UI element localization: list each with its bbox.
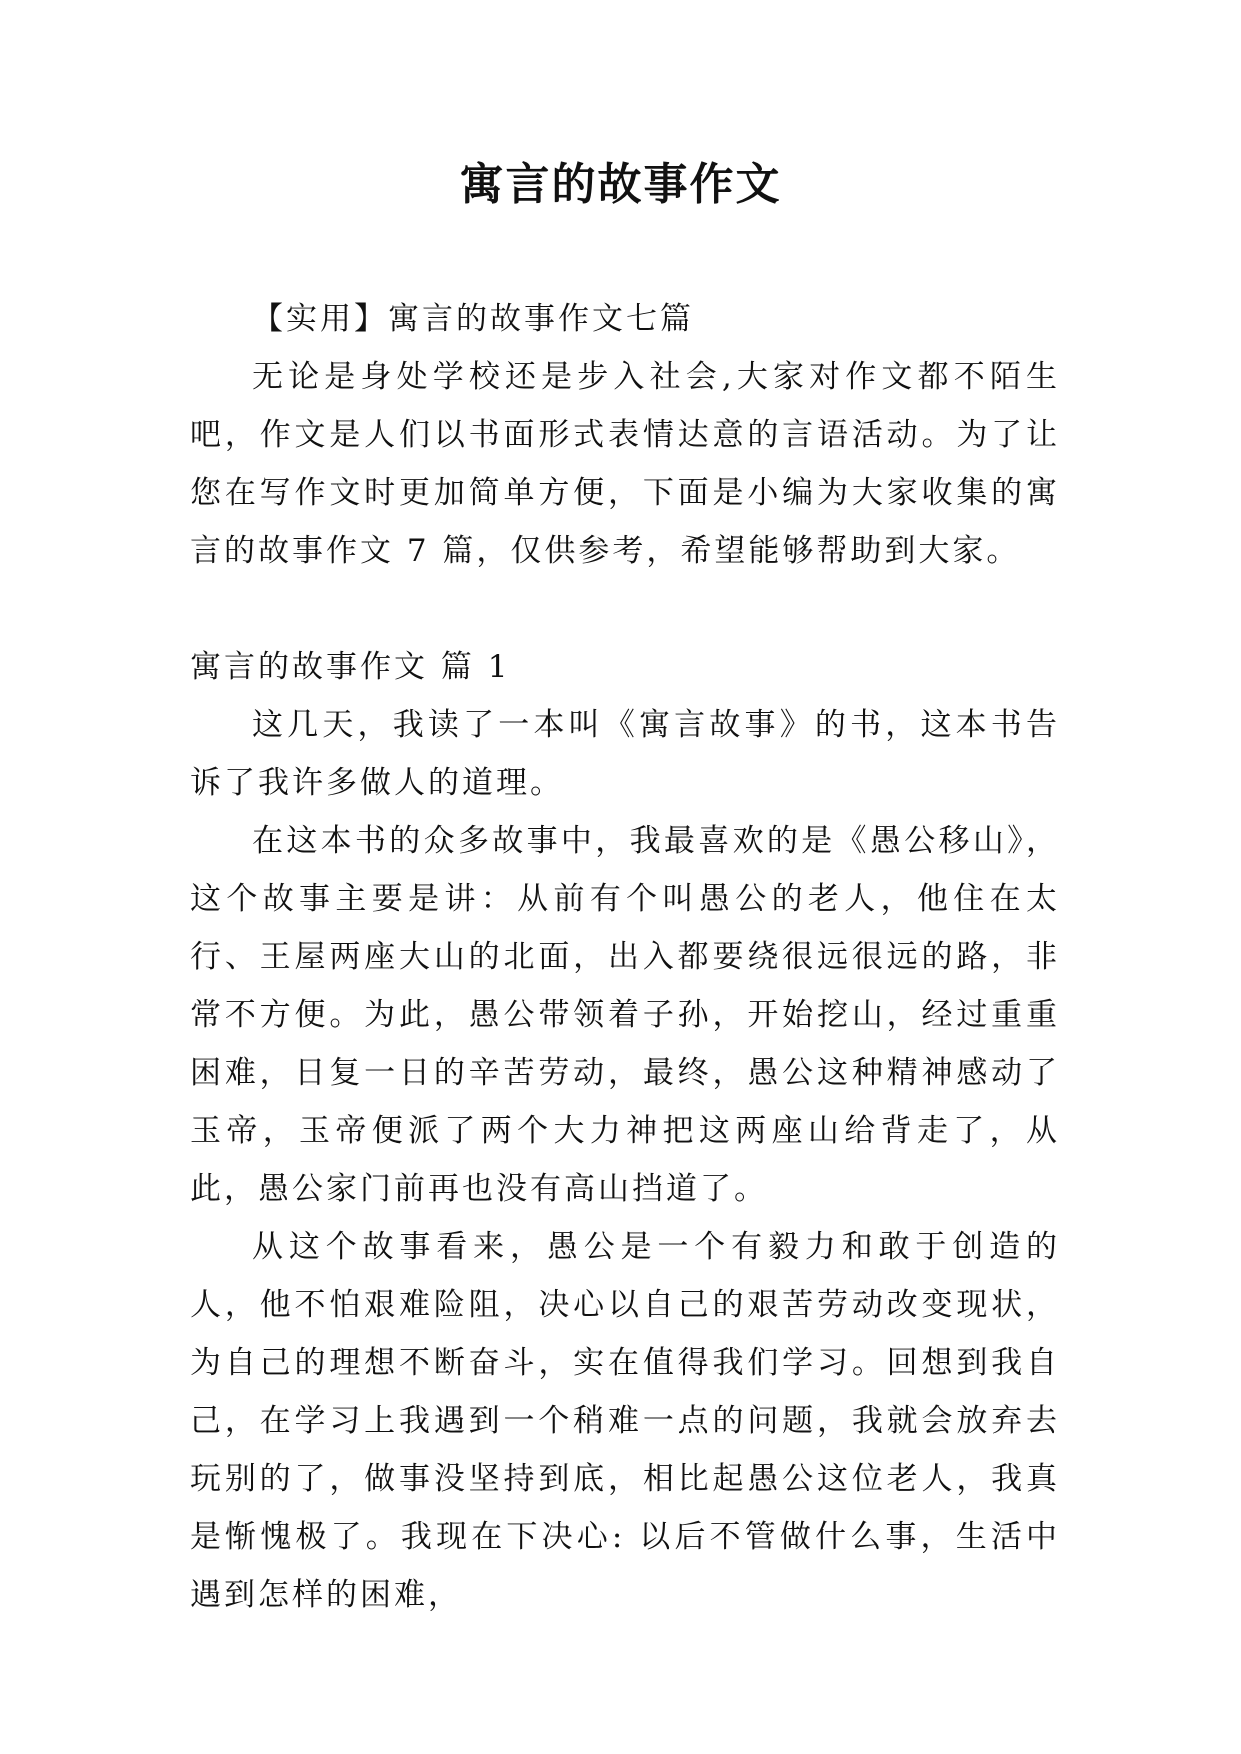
- intro-paragraph: 无论是身处学校还是步入社会,大家对作文都不陌生吧，作文是人们以书面形式表情达意的言语活动。为了让您在写作文时更加简单方便，下面是小编为大家收集的寓言的故事作文 7 篇，仅供参考，希望能够帮助到大家。: [190, 359, 1060, 569]
- document-title: 寓言的故事作文: [459, 159, 782, 210]
- body-paragraph: 这几天，我读了一本叫《寓言故事》的书，这本书告诉了我许多做人的道理。: [190, 707, 1060, 801]
- document-subtitle: 【实用】寓言的故事作文七篇: [252, 301, 694, 337]
- body-paragraph: 从这个故事看来，愚公是一个有毅力和敢于创造的人，他不怕艰难险阻，决心以自己的艰苦劳动改变现状，为自己的理想不断奋斗，实在值得我们学习。回想到我自己，在学习上我遇到一个稍难一点的问题，我就会放弃去玩别的了，做事没坚持到底，相比起愚公这位老人，我真是惭愧极了。我现在下决心: 以后不管做什么事，生活中遇到怎样的困难，: [190, 1229, 1060, 1613]
- body-paragraph: 在这本书的众多故事中，我最喜欢的是《愚公移山》，这个故事主要是讲：从前有个叫愚公的老人，他住在太行、王屋两座大山的北面，出入都要绕很远很远的路，非常不方便。为此，愚公带领着子孙，开始挖山，经过重重困难，日复一日的辛苦劳动，最终，愚公这种精神感动了玉帝，玉帝便派了两个大力神把这两座山给背走了，从此，愚公家门前再也没有高山挡道了。: [190, 823, 1060, 1207]
- section-heading: 寓言的故事作文 篇 1: [190, 649, 511, 685]
- document-body: [190, 290, 1060, 1624]
